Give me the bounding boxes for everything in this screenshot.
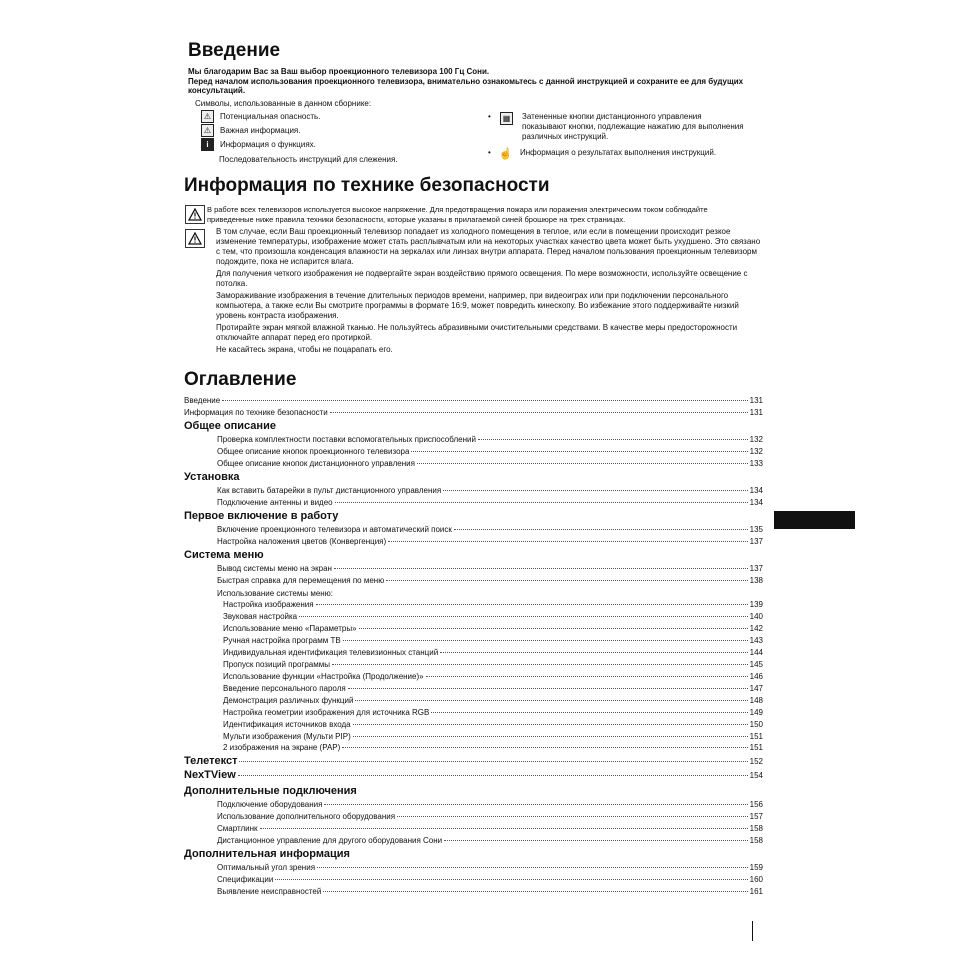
toc-entry-label: 2 изображения на экране (PAP)	[223, 743, 341, 752]
toc-page-number: 143	[749, 636, 763, 645]
toc-leader-dots	[444, 840, 748, 841]
toc-leader-dots	[454, 529, 748, 530]
toc-leader-dots	[411, 451, 747, 452]
toc-entry[interactable]	[223, 648, 763, 659]
toc-entry-label: Использование меню «Параметры»	[223, 624, 357, 633]
bullet-icon: •	[488, 148, 491, 157]
toc-entry[interactable]	[223, 612, 763, 623]
toc-entry-label: Спецификации	[217, 875, 274, 884]
symbol-text: Затененные кнопки дистанционного управления показывают кнопки, подлежащие нажатию для выполнения различных инструкций.	[522, 112, 744, 141]
symbols-caption: Символы, использованные в данном сборнике:	[195, 99, 372, 108]
toc-leader-dots	[353, 724, 748, 725]
toc-page-number: 146	[749, 672, 763, 681]
toc-entry-label: Настройка геометрии изображения для источника RGB	[223, 708, 430, 717]
symbol-row	[488, 112, 763, 142]
toc-entry-label: Информация по технике безопасности	[184, 408, 328, 417]
toc-entry-label: Телетекст	[184, 755, 238, 767]
toc-entry-label: Использование функции «Настройка (Продолжение)»	[223, 672, 424, 681]
toc-entry[interactable]	[184, 769, 763, 780]
toc-entry[interactable]	[217, 836, 763, 847]
toc-entry-label: Как вставить батарейки в пульт дистанционного управления	[217, 486, 442, 495]
toc-page-number: 137	[749, 564, 763, 573]
toc-page-number: 160	[749, 875, 763, 884]
toc-page-number: 151	[749, 732, 763, 741]
toc-entry-label: Смартлинк	[217, 824, 258, 833]
toc-entry[interactable]	[184, 396, 763, 407]
safety-paragraph: Для получения четкого изображения не подвергайте экран воздействию прямого освещения. По мере возможности, используйте освещение с потолка.	[216, 269, 748, 288]
toc-section-heading: Первое включение в работу	[184, 510, 339, 522]
toc-page-number: 149	[749, 708, 763, 717]
toc-page-number: 142	[749, 624, 763, 633]
intro-read-first: Перед началом использования проекционного телевизора, внимательно ознакомьтесь с данной инструкцией и сохраните ее для будущих консультаций.	[188, 76, 744, 95]
toc-leader-dots	[335, 502, 748, 503]
toc-entry[interactable]	[217, 800, 763, 811]
toc-entry-label: Настройка наложения цветов (Конвергенция)	[217, 537, 387, 546]
toc-section-heading: Система меню	[184, 549, 264, 561]
symbol-text: Информация о функциях.	[220, 140, 316, 149]
symbols-right-list	[488, 112, 763, 159]
toc-entry-label: Общее описание кнопок проекционного телевизора	[217, 447, 410, 456]
toc-page-number: 147	[749, 684, 763, 693]
toc-entry[interactable]	[217, 537, 763, 548]
toc-entry-label: Проверка комплектности поставки вспомогательных приспособлений	[217, 435, 476, 444]
toc-leader-dots	[417, 463, 748, 464]
toc-leader-dots	[343, 640, 748, 641]
toc-entry[interactable]	[217, 812, 763, 823]
toc-entry-label: Оптимальный угол зрения	[217, 863, 316, 872]
toc-entry-label: Использование дополнительного оборудования	[217, 812, 396, 821]
toc-entry-label: Дистанционное управление для другого оборудования Сони	[217, 836, 443, 845]
toc-page-number: 158	[749, 824, 763, 833]
toc-section-heading: Установка	[184, 471, 240, 483]
toc-entry[interactable]	[223, 732, 763, 743]
toc-entry[interactable]	[217, 576, 763, 587]
toc-entry-label: Быстрая справка для перемещения по меню	[217, 576, 385, 585]
page-margin-rule	[752, 921, 753, 941]
toc-entry-label: NexTView	[184, 769, 236, 781]
toc-leader-dots	[275, 879, 747, 880]
toc-page-number: 133	[749, 459, 763, 468]
toc-entry[interactable]	[217, 486, 763, 497]
symbol-text: Потенциальная опасность.	[220, 112, 321, 121]
toc-entry[interactable]	[217, 824, 763, 835]
toc-page-number: 150	[749, 720, 763, 729]
toc-page-number: 135	[749, 525, 763, 534]
toc-page-number: 151	[749, 743, 763, 752]
toc-entry-label: Выявление неисправностей	[217, 887, 322, 896]
toc-leader-dots	[334, 568, 748, 569]
toc-entry-label: Идентификация источников входа	[223, 720, 351, 729]
toc-entry[interactable]	[223, 600, 763, 611]
toc-entry[interactable]	[217, 498, 763, 509]
toc-entry-label: Введение	[184, 396, 221, 405]
toc-leader-dots	[348, 688, 748, 689]
symbol-text: Важная информация.	[220, 126, 301, 135]
toc-entry[interactable]	[217, 525, 763, 536]
toc-leader-dots	[222, 400, 747, 401]
toc-entry[interactable]	[223, 684, 763, 695]
toc-leader-dots	[353, 736, 748, 737]
side-tab-marker	[774, 511, 855, 529]
toc-leader-dots	[332, 664, 748, 665]
toc-leader-dots	[359, 628, 748, 629]
warning-triangle-icon	[185, 229, 205, 248]
toc-entry[interactable]	[223, 696, 763, 707]
toc-entry-label: Мульти изображения (Мульти PIP)	[223, 732, 351, 741]
toc-entry-label: Введение персонального пароля	[223, 684, 346, 693]
safety-paragraph: В том случае, если Ваш проекционный телевизор попадает из холодного помещения в теплое, или если в помещении происходит резкое изменение температуры, изображение может стать расплывчатым или на некоторых участках качество цвета может быть ухудшено. Это связано с тем, что произошла конденсация влажности на зеркалах или линзах внутри аппарата. Перед началом пользования проекционным телевизорм подождите, пока не испарится влага.	[216, 227, 761, 266]
toc-entry[interactable]	[223, 672, 763, 683]
toc-page-number: 132	[749, 435, 763, 444]
toc-page-number: 134	[749, 486, 763, 495]
symbol-text: Последовательность инструкций для слежения.	[219, 155, 398, 164]
toc-leader-dots	[440, 652, 747, 653]
toc-section-heading: Общее описание	[184, 420, 276, 432]
toc-leader-dots	[260, 828, 748, 829]
toc-entry-label: Пропуск позиций программы	[223, 660, 330, 669]
toc-leader-dots	[355, 700, 747, 701]
toc-page-number: 138	[749, 576, 763, 585]
toc-page-number: 156	[749, 800, 763, 809]
toc-leader-dots	[388, 541, 747, 542]
toc-entry[interactable]	[223, 660, 763, 671]
symbol-row	[201, 138, 398, 151]
safety-warning-text: В работе всех телевизоров используется высокое напряжение. Для предотвращения пожара или поражения электрическим током соблюдайте приведенные ниже правила техники безопасности, которые указаны в прилагаемой синей брошюре на трех страницах.	[207, 205, 708, 224]
symbol-row	[201, 124, 398, 137]
toc-leader-dots	[324, 804, 747, 805]
toc-leader-dots	[323, 891, 747, 892]
toc-entry[interactable]	[223, 720, 763, 731]
safety-paragraph: Не касайтесь экрана, чтобы не поцарапать его.	[216, 345, 393, 354]
toc-leader-dots	[299, 616, 748, 617]
toc-page-number: 131	[749, 396, 763, 405]
toc-entry-label: Использование системы меню:	[217, 589, 333, 598]
toc-leader-dots	[317, 867, 748, 868]
bullet-icon: •	[488, 112, 491, 121]
toc-entry[interactable]	[217, 447, 763, 458]
toc-leader-dots	[478, 439, 748, 440]
toc-section-heading: Дополнительная информация	[184, 848, 350, 860]
toc-leader-dots	[443, 490, 747, 491]
shaded-button-icon: ▦	[500, 112, 513, 125]
symbol-row	[201, 153, 398, 166]
toc-page-number: 134	[749, 498, 763, 507]
toc-page-number: 144	[749, 648, 763, 657]
toc-entry[interactable]	[223, 636, 763, 647]
safety-paragraph: Протирайте экран мягкой влажной тканью. Не пользуйтесь абразивными очистительными средствами. В качестве меры предосторожности отключайте аппарат перед его протиркой.	[216, 323, 738, 342]
toc-entry-label: Подключение оборудования	[217, 800, 323, 809]
toc-page-number: 161	[749, 887, 763, 896]
symbol-row	[488, 148, 763, 159]
toc-leader-dots	[238, 775, 748, 776]
toc-title: Оглавление	[184, 369, 297, 390]
toc-page-number: 132	[749, 447, 763, 456]
toc-entry[interactable]	[217, 459, 763, 470]
toc-entry-label: Подключение антенны и видео	[217, 498, 333, 507]
toc-page-number: 159	[749, 863, 763, 872]
intro-thanks: Мы благодарим Вас за Ваш выбор проекционного телевизора 100 Гц Сони.	[188, 67, 490, 76]
toc-entry[interactable]	[217, 435, 763, 446]
toc-entry-label: Индивидуальная идентификация телевизионных станций	[223, 648, 439, 657]
safety-title: Информация по технике безопасности	[184, 175, 550, 196]
toc-entry[interactable]	[217, 887, 763, 898]
toc-page-number: 131	[749, 408, 763, 417]
toc-section-heading: Дополнительные подключения	[184, 785, 357, 797]
toc-leader-dots	[426, 676, 748, 677]
symbol-row	[201, 110, 398, 123]
toc-page-number: 140	[749, 612, 763, 621]
toc-page-number: 154	[749, 771, 763, 780]
toc-subheading	[217, 589, 763, 600]
toc-entry-label: Вывод системы меню на экран	[217, 564, 332, 573]
hand-icon: ☝	[498, 148, 513, 160]
intro-title: Введение	[188, 40, 281, 61]
toc-entry-label: Настройка изображения	[223, 600, 314, 609]
toc-leader-dots	[397, 816, 748, 817]
toc-leader-dots	[239, 761, 747, 762]
toc-page-number: 157	[749, 812, 763, 821]
toc-entry-label: Включение проекционного телевизора и автоматический поиск	[217, 525, 452, 534]
safety-paragraphs	[216, 227, 762, 355]
safety-paragraph: Замораживание изображения в течение длительных периодов времени, например, при видеоиграх или при подключении персонального компьютера, а также если Вы смотрите программы в формате 16:9, может повредить кинескопу. Во избежание этого поддерживайте низкий уровень контраста изображения.	[216, 291, 739, 320]
toc-leader-dots	[386, 580, 747, 581]
toc-page-number: 137	[749, 537, 763, 546]
toc-page-number: 139	[749, 600, 763, 609]
toc-entry[interactable]	[223, 708, 763, 719]
toc-entry[interactable]	[184, 408, 763, 419]
toc-entry[interactable]	[217, 875, 763, 886]
toc-leader-dots	[330, 412, 748, 413]
toc-entry[interactable]	[184, 755, 763, 766]
toc-leader-dots	[316, 604, 748, 605]
toc-entry-label: Звуковая настройка	[223, 612, 298, 621]
toc-entry[interactable]	[217, 564, 763, 575]
toc-entry[interactable]	[217, 863, 763, 874]
toc-entry[interactable]	[223, 743, 763, 754]
info-icon: i	[201, 138, 214, 151]
toc-page-number: 152	[749, 757, 763, 766]
toc-entry-label: Общее описание кнопок дистанционного управления	[217, 459, 415, 468]
toc-entry-label: Демонстрация различных функций	[223, 696, 354, 705]
symbols-left-list	[201, 110, 398, 166]
toc-leader-dots	[431, 712, 747, 713]
toc-entry-label: Ручная настройка программ ТВ	[223, 636, 341, 645]
toc-leader-dots	[342, 747, 747, 748]
toc-page-number: 145	[749, 660, 763, 669]
toc-page-number: 158	[749, 836, 763, 845]
intro-text	[188, 67, 748, 96]
warning-triangle-icon	[185, 205, 205, 224]
toc-page-number: 148	[749, 696, 763, 705]
toc-entry[interactable]	[223, 624, 763, 635]
warning-triangle-icon: ⚠	[201, 110, 214, 123]
important-icon: ⚠	[201, 124, 214, 137]
symbol-text: Информация о результатах выполнения инструкций.	[520, 148, 717, 157]
